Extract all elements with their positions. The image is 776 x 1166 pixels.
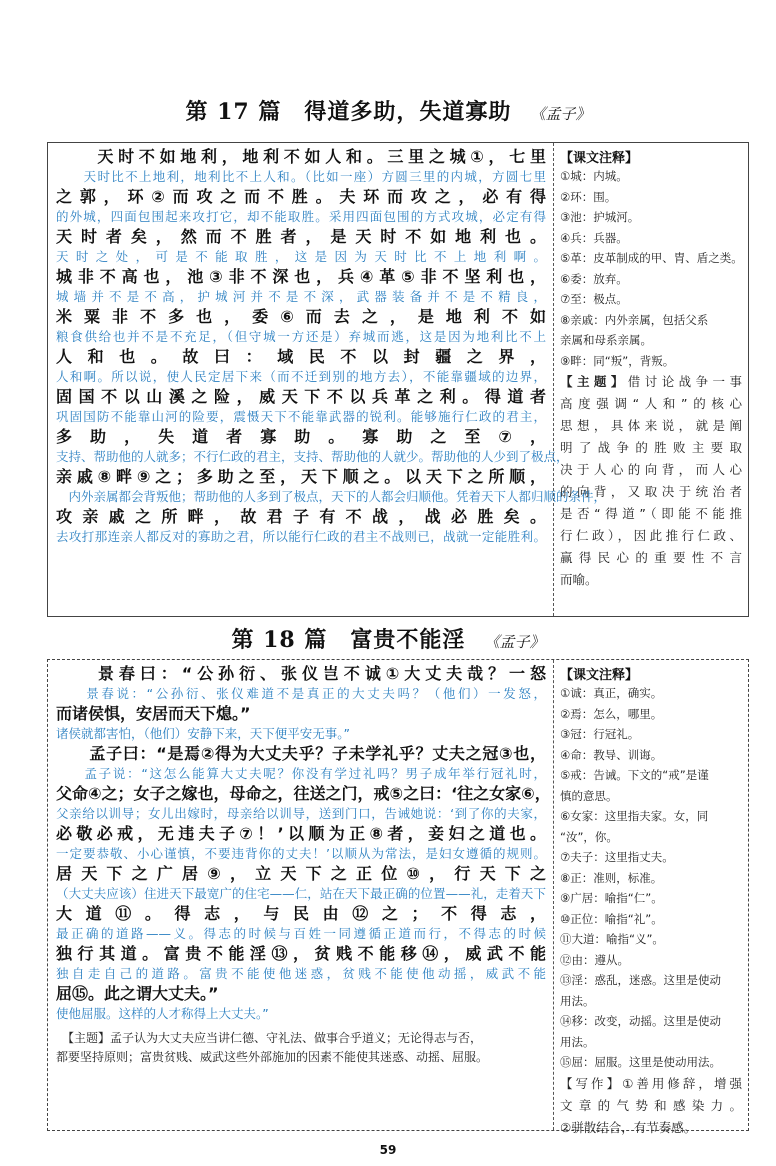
section18-text (56, 663, 551, 1067)
theme-label: 【主题】 (560, 374, 628, 389)
original-line: 孟子曰：“是焉②得为大丈夫乎？子未学礼乎？丈夫之冠③也， (56, 744, 546, 763)
note-item: ②环：围。 (560, 189, 617, 204)
note-item: ⑥女家：这里指夫家。女，同 (560, 809, 709, 823)
original-line: 米粟非不多也，委⑥而去之，是地利不如 (56, 307, 546, 326)
original-line: 景春曰：“公孙衍、张仪岂不诚①大丈夫哉？一怒 (56, 664, 546, 683)
section17-box (47, 142, 749, 617)
translation-line: 最正确的道路——义。得志的时候与百姓一同遵循正道而行，不得志的时候 (56, 926, 546, 941)
line-pair (56, 823, 546, 863)
original-line: 亲戚⑧畔⑨之；多助之至，天下顺之。以天下之所顺， (56, 467, 546, 486)
translation-line: 一定要恭敬、小心谨慎，不要违背你的丈夫！’以顺从为常法，是妇女遵循的规则。 (56, 846, 546, 861)
line-pair (56, 146, 546, 186)
note-item: ⑪大道：喻指“义”。 (560, 932, 664, 946)
note-item: ④兵：兵器。 (560, 230, 628, 245)
theme-line (560, 371, 742, 393)
translation-line: 巩固国防不能靠山河的险要，震慑天下不能靠武器的锐利。能够施行仁政的君主， (56, 409, 546, 424)
translation-line: 孟子说：“这怎么能算大丈夫呢？你没有学过礼吗？男子成年举行冠礼时， (56, 766, 546, 781)
line-pair (56, 783, 551, 823)
note-item: ⑧正：准则，标准。 (560, 870, 663, 885)
note-item: 用法。 (560, 1034, 595, 1049)
original-line: 固国不以山溪之险，威天下不以兵革之利。得道者 (56, 387, 546, 406)
line-pair (56, 663, 546, 703)
note-item: ⑮屈：屈服。这里是使动用法。 (560, 1055, 721, 1069)
translation-line: 去攻打那连亲人都反对的寡助之君，所以能行仁政的君主不战则已，战就一定能胜利。 (56, 529, 546, 544)
original-line: 城非不高也，池③非不深也，兵④革⑤非不坚利也， (56, 267, 546, 286)
translation-line: 粮食供给也并不是不充足，（但守城一方还是）弃城而逃，这是因为地利比不上 (56, 329, 546, 344)
note-item: ⑫由：遵从。 (560, 952, 629, 967)
original-line: 之郭，环②而攻之而不胜。夫环而攻之，必有得 (56, 187, 546, 206)
line-pair (56, 306, 546, 346)
line-pair (56, 346, 546, 386)
note-item: ①城：内城。 (560, 169, 628, 183)
translation-line: 的外城，四面包围起来攻打它，却不能取胜。采用四面包围的方式攻城，必定有得 (56, 209, 546, 224)
translation-line: 独自走自己的道路。富贵不能使他迷惑，贫贱不能使他动摇，威武不能 (56, 966, 546, 981)
section18-divider (553, 660, 554, 1130)
page-number: 59 (379, 1143, 397, 1157)
line-pair (56, 983, 546, 1023)
theme-line: 决于人心的向背，而人心 (560, 462, 742, 477)
translation-line: 内外亲属都会背叛他；帮助他的人多到了极点，天下的人都会归顺他。凭着天下人都归顺的条件， (56, 489, 607, 504)
translation-line: 天时比不上地利，地利比不上人和。（比如一座）方圆三里的内城，方圆七里 (56, 169, 546, 184)
original-line: 父命④之；女子之嫁也，母命之，往送之门，戒⑤之曰：‘往之女家⑥， (56, 784, 551, 803)
note-item: ⑨广居：喻指“仁”。 (560, 891, 663, 905)
note-item: ⑨畔：同“叛”，背叛。 (560, 353, 675, 368)
line-pair (56, 903, 546, 943)
note-item: ⑭移：改变，动摇。这里是使动 (560, 1014, 721, 1028)
section17-notes (560, 147, 742, 591)
section18-box (47, 659, 749, 1135)
section18-source: 《孟子》 (484, 633, 545, 651)
note-item: ⑤戒：告诫。下文的“戒”是谨 (560, 768, 709, 782)
note-item: 用法。 (560, 993, 595, 1008)
line-pair (56, 266, 546, 306)
line-pair (56, 863, 546, 903)
translation-line: 诸侯就都害怕，（他们）安静下来，天下便平安无事。” (56, 726, 350, 741)
translation-line: 支持、帮助他的人就多；不行仁政的君主，支持、帮助他的人就少。帮助他的人少到了极点， (56, 449, 569, 464)
notes-heading: 【课文注释】 (560, 668, 639, 683)
writing-line: 文章的气势和感染力。 (560, 1097, 742, 1113)
section17-title: 第 17 篇 得道多助，失道寡助 (185, 99, 512, 125)
original-line: 天时不如地利，地利不如人和。三里之城①，七里 (56, 147, 546, 166)
note-item: ⑩正位：喻指“礼”。 (560, 911, 663, 926)
summary-line: 都要坚持原则；富贵贫贱、威武这些外部施加的因素不能使其迷惑、动摇、屈服。 (56, 1050, 489, 1064)
translation-line: 景春说：“公孙衍、张仪难道不是真正的大丈夫吗？（他们）一发怒， (56, 686, 546, 701)
translation-line: （大丈夫应该）住进天下最宽广的住宅——仁，站在天下最正确的位置——礼，走着天下 (56, 886, 546, 901)
theme-line: 而喻。 (560, 572, 598, 587)
line-pair (56, 743, 546, 783)
note-item: ⑧亲戚：内外亲属，包括父系 (560, 312, 709, 327)
theme-line: 明了战争的胜败主要取 (560, 440, 742, 455)
theme-line: 高度强调“人和”的核心 (560, 396, 742, 411)
summary-theme (56, 1029, 546, 1067)
section18-notes (560, 664, 742, 1139)
section18-title-bar (0, 623, 776, 654)
original-line: 居天下之广居⑨，立天下之正位⑩，行天下之 (56, 864, 546, 883)
translation-line: 使他屈服。这样的人才称得上大丈夫。” (56, 1006, 269, 1021)
theme-text: 借讨论战争一事 (627, 374, 742, 389)
note-item: ②焉：怎么，哪里。 (560, 706, 663, 721)
original-line: 多助，失道者寡助。寡助之至⑦， (56, 427, 546, 446)
note-item: ⑤革：皮革制成的甲、胄、盾之类。 (560, 251, 743, 265)
line-pair (56, 386, 546, 426)
note-item: ①诚：真正，确实。 (560, 686, 663, 700)
theme-line: 的向背，又取决于统治者 (560, 484, 742, 499)
theme-line: 赢得民心的重要性不言 (560, 550, 742, 565)
original-line: 而诸侯惧，安居而天下熄。” (56, 704, 251, 723)
writing-line: 【写作】①善用修辞，增强 (560, 1075, 742, 1091)
line-pair (56, 226, 546, 266)
note-item: ④命：教导、训诲。 (560, 747, 663, 762)
note-item: ⑥委：放弃。 (560, 271, 628, 286)
theme-line: 思想，具体来说，就是阐 (560, 418, 742, 433)
line-pair (56, 943, 546, 983)
original-line: 攻亲戚之所畔，故君子有不战，战必胜矣。 (56, 507, 546, 526)
note-item: ③池：护城河。 (560, 210, 640, 224)
note-item: 慎的意思。 (560, 788, 618, 803)
line-pair (56, 703, 546, 743)
line-pair (56, 506, 546, 546)
note-item: ⑦夫子：这里指丈夫。 (560, 850, 674, 864)
original-line: 大道⑪。得志，与民由⑫之；不得志， (56, 904, 546, 923)
line-pair (56, 426, 569, 466)
note-item: 亲属和母系亲属。 (560, 333, 652, 347)
original-line: 屈⑮。此之谓大丈夫。” (56, 984, 219, 1003)
line-pair (56, 186, 546, 226)
original-line: 天时者矣，然而不胜者，是天时不如地利也。 (56, 227, 546, 246)
note-item: “汝”，你。 (560, 829, 618, 844)
translation-line: 人和啊。所以说，使人民定居下来（而不迁到别的地方去），不能靠疆域的边界， (56, 369, 546, 384)
original-line: 人和也。故曰：域民不以封疆之界， (56, 347, 546, 366)
section18-title: 第 18 篇 富贵不能淫 (231, 627, 466, 653)
writing-line: ②骈散结合，有节奏感。 (560, 1119, 697, 1135)
translation-line: 城墙并不是不高，护城河并不是不深，武器装备并不是不精良， (56, 289, 546, 304)
note-item: ⑬淫：惑乱，迷惑。这里是使动 (560, 973, 721, 987)
original-line: 独行其道。富贵不能淫⑬，贫贱不能移⑭，威武不能 (56, 944, 546, 963)
line-pair (56, 466, 607, 506)
section17-source: 《孟子》 (530, 105, 591, 123)
summary-line: 【主题】孟子认为大丈夫应当讲仁德、守礼法、做事合乎道义；无论得志与否， (56, 1031, 483, 1045)
theme-line: 是否“得道”（即能不能推 (560, 506, 742, 521)
translation-line: 父亲给以训导；女儿出嫁时，母亲给以训导，送到门口，告诫她说：‘到了你的夫家， (56, 806, 546, 821)
theme-line: 行仁政），因此推行仁政、 (560, 528, 742, 543)
section17-divider (553, 143, 554, 616)
original-line: 必敬必戒，无违夫子⑦！’以顺为正⑧者，妾妇之道也。 (56, 824, 546, 843)
note-item: ⑦至：极点。 (560, 292, 628, 306)
note-item: ③冠：行冠礼。 (560, 727, 640, 741)
translation-line: 天时之处，可是不能取胜，这是因为天时比不上地利啊。 (56, 249, 546, 264)
section17-title-bar (0, 95, 776, 126)
notes-heading: 【课文注释】 (560, 151, 639, 166)
